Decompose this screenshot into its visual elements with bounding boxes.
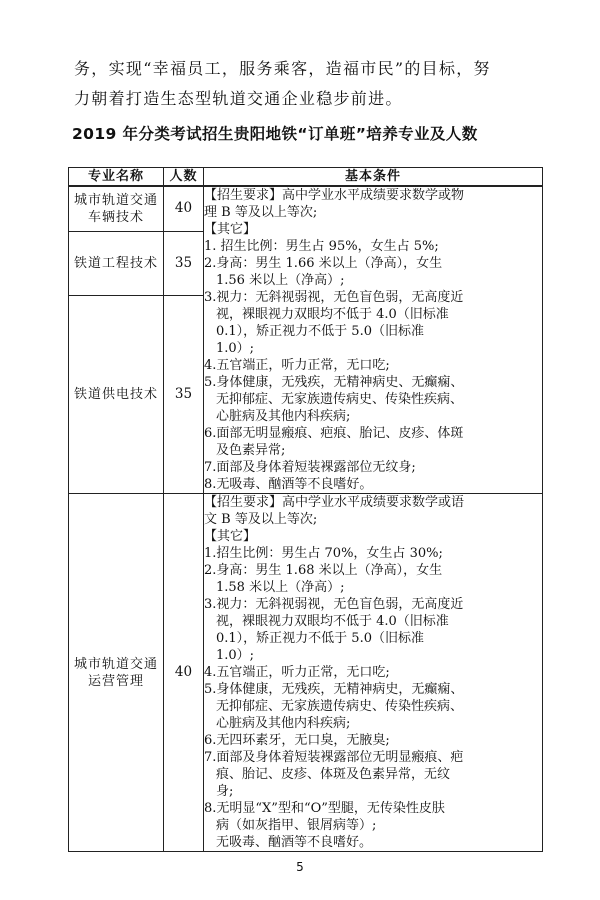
intro-line-1: 务，实现“幸福员工，服务乘客，造福市民”的目标，努 [74,59,491,78]
major-name: 城市轨道交通运营管理 [69,494,164,852]
major-count: 40 [164,494,204,852]
conditions-cell: 【招生要求】高中学业水平成绩要求数学或语 文 B 等及以上等次; 【其它】 1.招生比例：男生占 70%，女生占 30%; 2.身高：男生 1.68 米以上（净高），女生 1.58 米以上（净高）; 3.视力：无斜视弱视，无色盲色弱，无高度近 视，裸眼视力双眼均不低于 4.0（旧标准 0.1），矫正视力不低于 5.0（旧标准 1.0）; 4.五官端正，听力正常，无口吃; 5.身体健康，无残疾，无精神病史，无癫痫、 无抑郁症、无家族遗传病史、传染性疾病、 心脏病及其他内科疾病; 6.无四环素牙，无口臭，无腋臭; 7.面部及身体着短装裸露部位无明显瘢痕、疤 痕、胎记、皮疹、体斑及色素异常，无纹 身; 8.无明显“X”型和“O”型腿，无传染性皮肤 病（如灰指甲、银屑病等）; 无吸毒、酗酒等不良嗜好。 [204,494,543,852]
major-count: 35 [164,231,204,295]
table-header-row [69,168,543,187]
major-name: 城市轨道交通车辆技术 [69,186,164,231]
major-name: 铁道工程技术 [69,231,164,295]
major-name: 铁道供电技术 [69,295,164,493]
intro-paragraph [74,54,549,114]
header-conditions: 基本条件 [204,168,543,187]
intro-line-2: 力朝着打造生态型轨道交通企业稳步前进。 [74,89,403,108]
conditions-cell: 【招生要求】高中学业水平成绩要求数学或物 理 B 等及以上等次; 【其它】 1. 招生比例：男生占 95%，女生占 5%; 2.身高：男生 1.66 米以上（净高），女生 1.56 米以上（净高）; 3.视力：无斜视弱视，无色盲色弱，无高度近 视，裸眼视力双眼均不低于 4.0（旧标准 0.1），矫正视力不低于 5.0（旧标准 1.0）; 4.五官端正，听力正常，无口吃; 5.身体健康，无残疾，无精神病史、无癫痫、 无抑郁症、无家族遗传病史、传染性疾病、 心脏病及其他内科疾病; 6.面部无明显瘢痕、疤痕、胎记、皮疹、体斑 及色素异常; 7.面部及身体着短装裸露部位无纹身; 8.无吸毒、酗酒等不良嗜好。 [204,186,543,494]
document-title: 2019 年分类考试招生贵阳地铁“订单班”培养专业及人数 [72,125,478,143]
major-count: 35 [164,295,204,493]
page-number: 5 [296,860,304,874]
header-count: 人数 [164,168,204,187]
table-row [69,186,543,231]
header-major: 专业名称 [69,168,164,187]
table-row [69,494,543,852]
major-count: 40 [164,186,204,231]
enrollment-table [68,167,543,852]
